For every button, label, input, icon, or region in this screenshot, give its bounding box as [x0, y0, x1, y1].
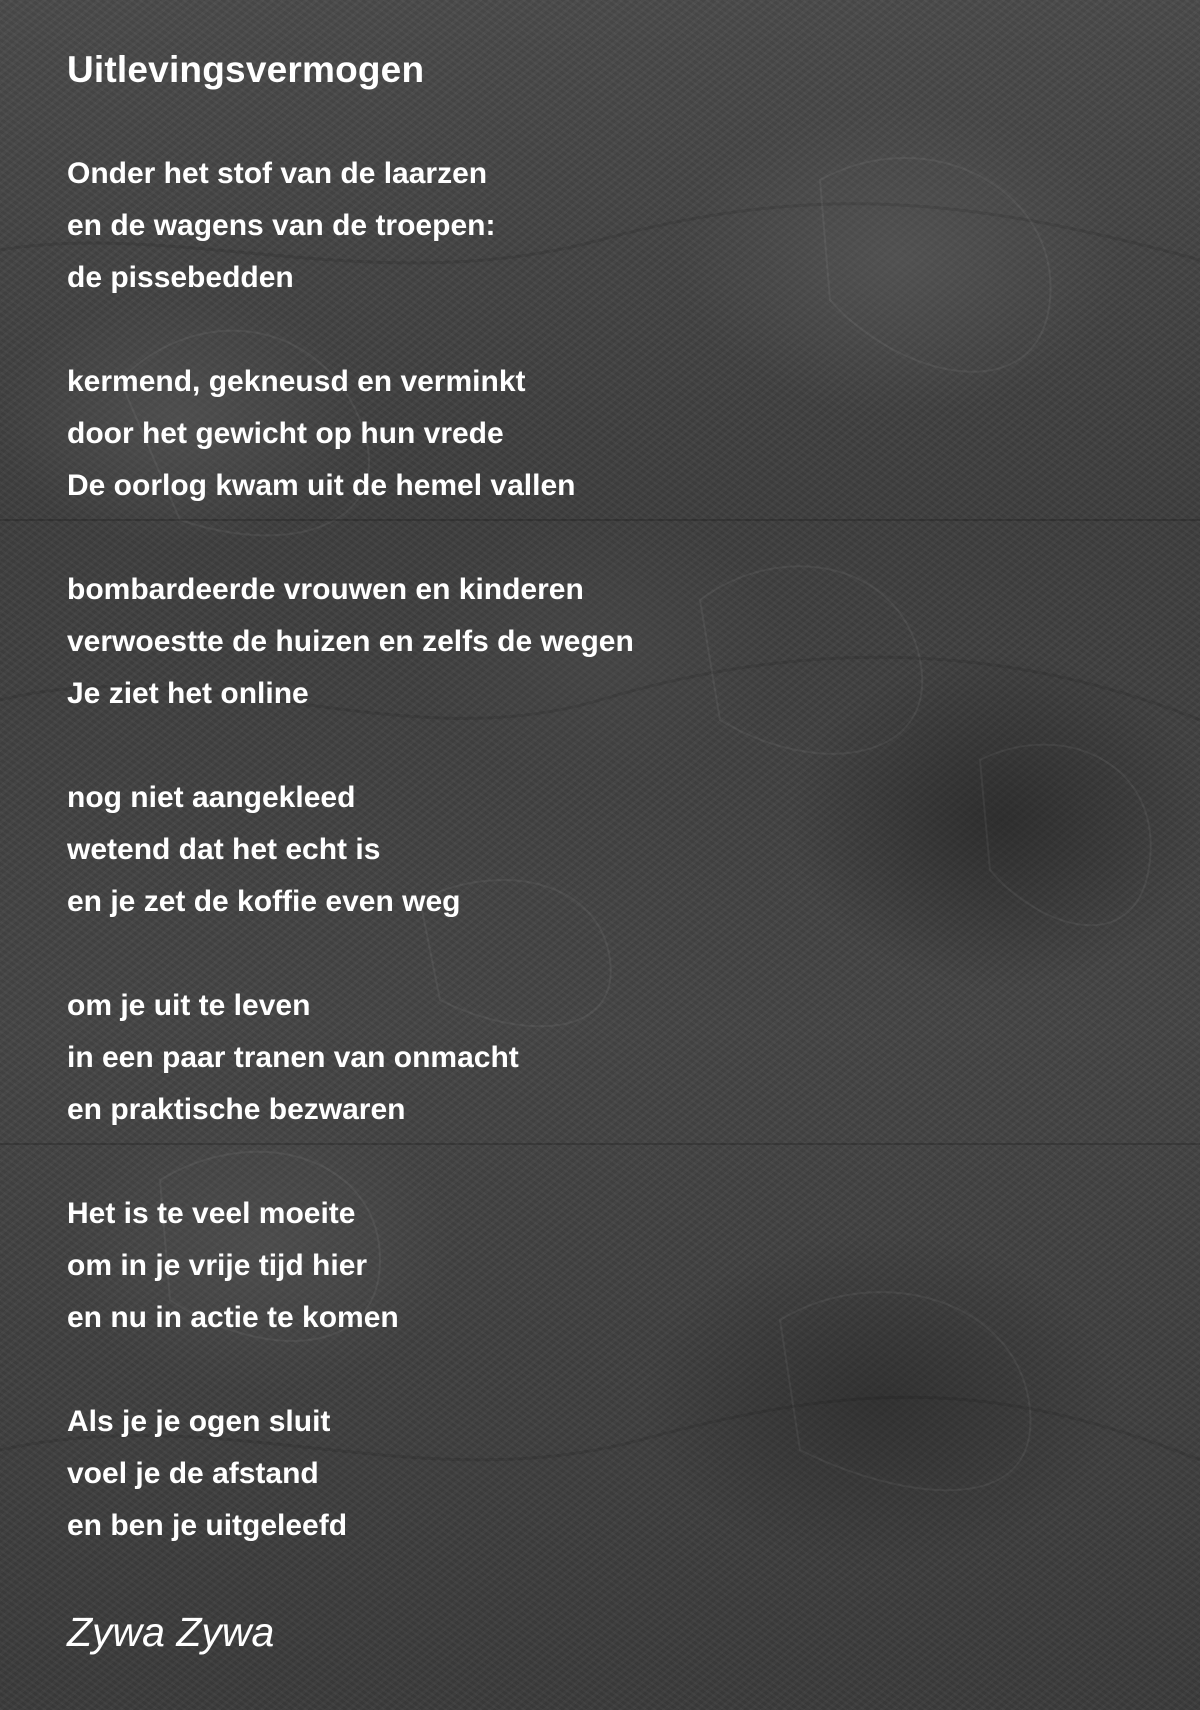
poem-line: om je uit te leven	[67, 989, 311, 1022]
poem-line: Als je je ogen sluit	[67, 1405, 331, 1438]
stanza	[67, 148, 634, 304]
poem-line: wetend dat het echt is	[67, 833, 381, 866]
stanza	[67, 564, 634, 720]
stanza	[67, 772, 634, 928]
poem-line: en ben je uitgeleefd	[67, 1509, 348, 1542]
poem-body	[67, 148, 634, 1604]
poem-line: en praktische bezwaren	[67, 1093, 406, 1126]
stanza	[67, 980, 634, 1136]
poem-line: Je ziet het online	[67, 677, 309, 710]
poem-title: Uitlevingsvermogen	[67, 49, 425, 90]
poem-line: in een paar tranen van onmacht	[67, 1041, 519, 1074]
poem-line: om in je vrije tijd hier	[67, 1249, 368, 1282]
poem-line: voel je de afstand	[67, 1457, 319, 1490]
stanza	[67, 356, 634, 512]
poem-line: en je zet de koffie even weg	[67, 885, 461, 918]
poem-line: de pissebedden	[67, 261, 294, 294]
poem-line: De oorlog kwam uit de hemel vallen	[67, 469, 576, 502]
poem-line: bombardeerde vrouwen en kinderen	[67, 573, 584, 606]
poem-line: verwoestte de huizen en zelfs de wegen	[67, 625, 634, 658]
stanza	[67, 1396, 634, 1552]
poem-author: Zywa Zywa	[67, 1609, 275, 1655]
poem-line: Onder het stof van de laarzen	[67, 157, 488, 190]
poem-line: en nu in actie te komen	[67, 1301, 399, 1334]
poem-line: door het gewicht op hun vrede	[67, 417, 504, 450]
poem-line: en de wagens van de troepen:	[67, 209, 496, 242]
poem-line: kermend, gekneusd en verminkt	[67, 365, 526, 398]
stanza	[67, 1188, 634, 1344]
poem-line: Het is te veel moeite	[67, 1197, 356, 1230]
poem-line: nog niet aangekleed	[67, 781, 356, 814]
